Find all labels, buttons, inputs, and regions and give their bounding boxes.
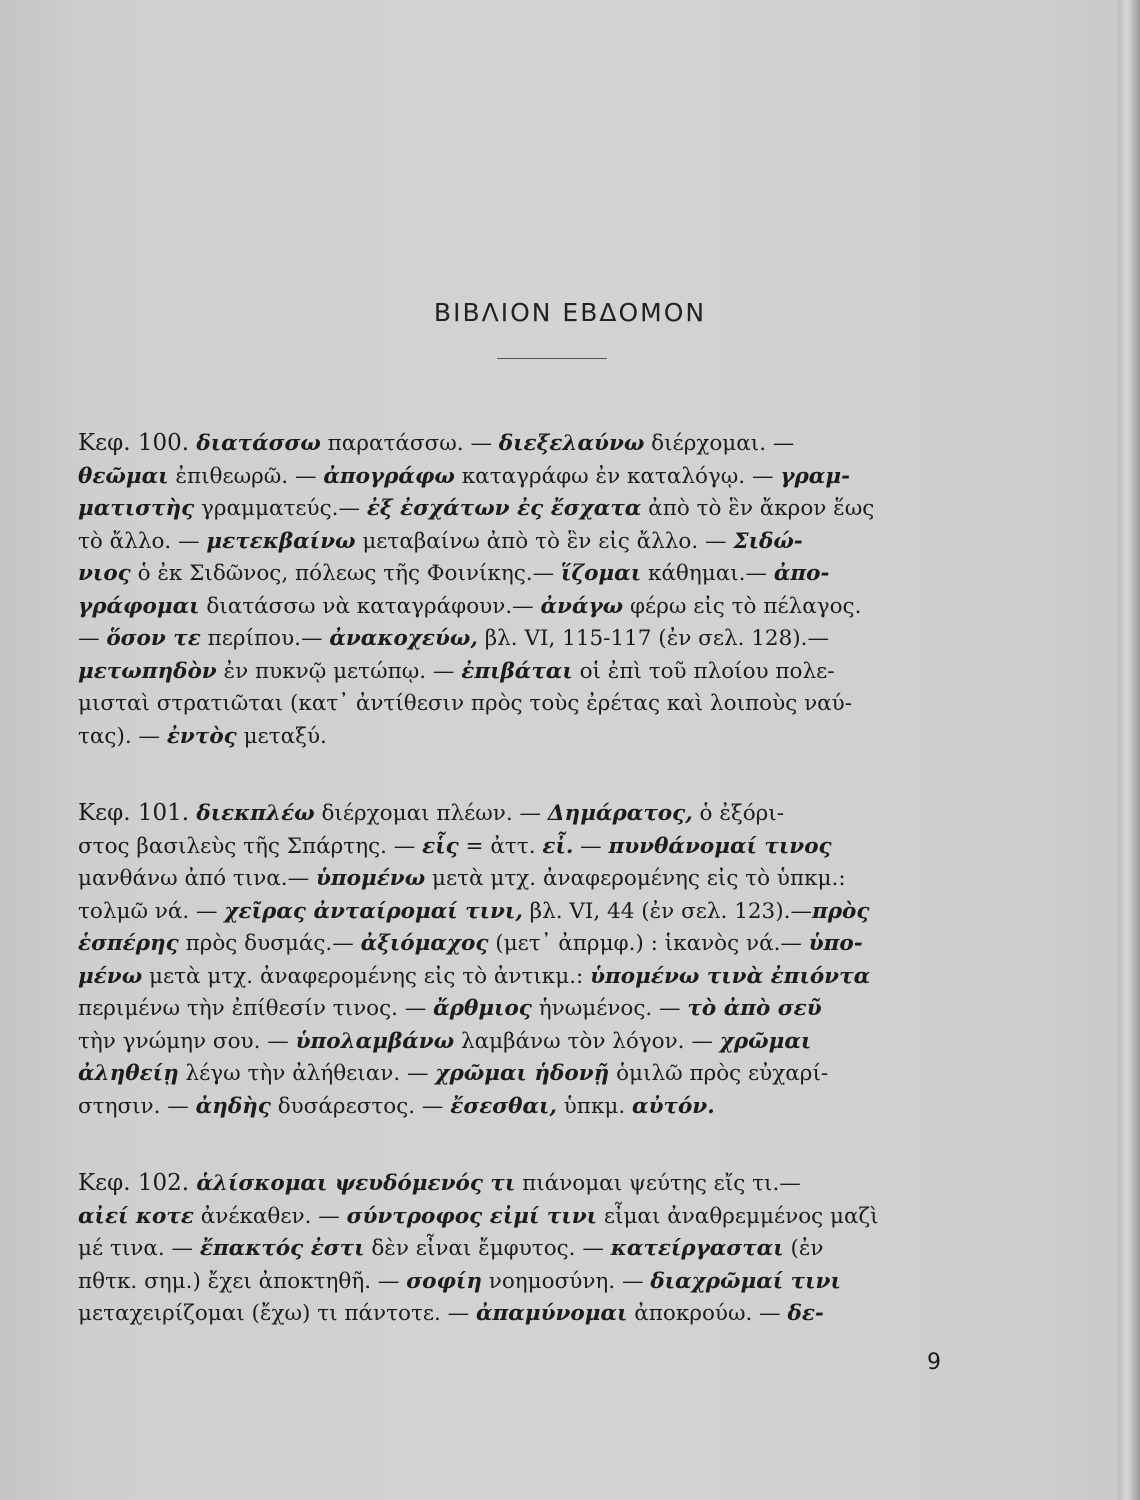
headword: ἔπακτός ἐστι: [199, 1236, 365, 1261]
text-line: [78, 1266, 978, 1299]
page-edge: [1118, 0, 1140, 1500]
gloss-text: νοημοσύνη. —: [481, 1268, 651, 1294]
gloss-text: —: [573, 833, 609, 859]
headword: χεῖρας ἀνταίρομαί τινι,: [224, 898, 523, 924]
text-line: [78, 591, 978, 624]
headword: μένω: [78, 963, 143, 989]
headword: ἀνάγω: [540, 593, 624, 619]
gloss-text: τὸ ἄλλο. —: [78, 528, 207, 554]
gloss-text: διατάσσω νὰ καταγράφουν.—: [199, 593, 541, 619]
headword: αὐτόν.: [632, 1093, 715, 1119]
headword: ἐξ ἐσχάτων ἐς ἔσχατα: [366, 496, 642, 521]
gloss-text: μανθάνω ἀπό τινα.—: [78, 866, 316, 891]
gloss-text: = ἀττ.: [458, 833, 543, 859]
text-line: [78, 461, 978, 494]
headword: εἶ.: [542, 833, 574, 859]
headword: κατείργασται: [610, 1236, 784, 1261]
headword: διαχρῶμαί τινι: [650, 1268, 841, 1294]
text-line: [78, 1298, 978, 1331]
headword: Σιδώ-: [733, 528, 803, 554]
text-line: [78, 526, 978, 559]
headword: ὑπο-: [808, 931, 863, 956]
gloss-text: τολμῶ νά. —: [78, 898, 225, 924]
gloss-text: πθτκ. σημ.) ἔχει ἀποκτηθῆ. —: [78, 1268, 407, 1294]
gloss-text: μισταὶ στρατιῶται (κατ᾽ ἀντίθεσιν πρὸς τοὺς ἐρέτας καὶ λοιποὺς ναύ-: [78, 691, 852, 716]
headword: σοφίη: [406, 1268, 482, 1294]
text-line: [78, 1167, 978, 1201]
gloss-text: —: [78, 626, 107, 651]
headword: πυνθάνομαί τινος: [608, 833, 832, 859]
text-line: [78, 961, 978, 994]
headword: τὸ ἀπὸ σεῦ: [687, 996, 822, 1021]
gloss-text: ἐν πυκνῷ μετώπῳ. —: [216, 658, 462, 684]
gloss-text: ὁ ἐξόρι-: [692, 801, 784, 826]
headword: γράφομαι: [78, 593, 200, 619]
text-line: [78, 1058, 978, 1091]
text-line: [78, 656, 978, 689]
gloss-text: φέρω εἰς τὸ πέλαγος.: [623, 593, 862, 619]
gloss-text: τὴν γνώμην σου. —: [78, 1028, 296, 1054]
gloss-text: ὁμιλῶ πρὸς εὐχαρί-: [609, 1061, 829, 1086]
headword: χρῶμαι ἡδονῇ: [435, 1061, 610, 1086]
headword: ματιστὴς: [78, 496, 195, 521]
text-line: [78, 831, 978, 864]
headword: ἀπο-: [773, 561, 830, 586]
headword: Δημάρατος,: [547, 801, 693, 826]
text-line: [78, 896, 978, 929]
gloss-text: λέγω τὴν ἀλήθειαν. —: [178, 1061, 436, 1086]
headword: ὅσον τε: [106, 626, 201, 651]
headword: ἁλίσκομαι ψευδόμενός τι: [196, 1171, 516, 1196]
headword: ἀπαμύνομαι: [476, 1301, 628, 1326]
text-line: [78, 797, 978, 831]
headword: εἷς: [422, 833, 459, 859]
gloss-text: γραμματεύς.—: [194, 496, 367, 521]
gloss-text: διέρχομαι πλέων. —: [314, 801, 548, 826]
chapter-100-paragraph: [78, 427, 978, 753]
text-line: [78, 623, 978, 656]
gloss-text: ἐπιθεωρῶ. —: [168, 463, 324, 489]
headword: πρὸς: [811, 898, 870, 924]
headword: διεκπλέω: [196, 801, 315, 826]
text-line: [78, 1026, 978, 1059]
headword: ἀξιόμαχος: [360, 931, 489, 956]
headword: ἔσεσθαι,: [450, 1093, 557, 1119]
gloss-text: κάθημαι.—: [641, 561, 774, 586]
headword: ὑπομένω: [315, 866, 426, 891]
gloss-text: δυσάρεστος. —: [270, 1093, 451, 1119]
headword: ἵζομαι: [560, 561, 642, 586]
headword: ἄρθμιος: [433, 996, 532, 1021]
headword: ἐντὸς: [166, 723, 237, 749]
gloss-text: περιμένω τὴν ἐπίθεσίν τινος. —: [78, 996, 434, 1021]
headword: θεῶμαι: [78, 463, 169, 489]
gloss-text: παρατάσσω. —: [320, 431, 499, 456]
headword: ἀπογράφω: [323, 463, 455, 489]
gloss-text: μεταξύ.: [236, 723, 327, 749]
text-line: [78, 493, 978, 526]
gloss-text: ὑπκμ.: [556, 1093, 633, 1119]
headword: νιος: [78, 561, 131, 586]
gloss-text: βλ. VI, 115-117 (ἐν σελ. 128).—: [477, 626, 830, 651]
gloss-text: μετὰ μτχ. ἀναφερομένης εἰς τὸ ὑπκμ.:: [425, 866, 846, 891]
gloss-text: λαμβάνω τὸν λόγον. —: [454, 1028, 720, 1054]
headword: μετωπηδὸν: [78, 658, 217, 684]
chapter-label: Κεφ. 102.: [78, 1170, 197, 1196]
text-line: [78, 993, 978, 1026]
headword: χρῶμαι: [719, 1028, 812, 1054]
gloss-text: οἱ ἐπὶ τοῦ πλοίου πολε-: [572, 658, 835, 684]
gloss-text: στησιν. —: [78, 1093, 196, 1119]
gloss-text: τας). —: [78, 723, 167, 749]
text-line: [78, 721, 978, 754]
gloss-text: μετὰ μτχ. ἀναφερομένης εἰς τὸ ἀντικμ.:: [142, 963, 591, 989]
text-line: [78, 1201, 978, 1234]
text-line: [78, 928, 978, 961]
headword: ἀληθείῃ: [78, 1061, 179, 1086]
headword: διατάσσω: [196, 431, 321, 456]
headword: ἐπιβάται: [461, 658, 573, 684]
chapter-101-paragraph: [78, 797, 978, 1123]
headword: διεξελαύνω: [498, 431, 645, 456]
gloss-text: βλ. VI, 44 (ἐν σελ. 123).—: [522, 898, 812, 924]
headword: δε-: [787, 1301, 824, 1326]
gloss-text: εἶμαι ἀναθρεμμένος μαζὶ: [597, 1203, 879, 1229]
gloss-text: (ἐν: [783, 1236, 824, 1261]
title-divider: [497, 358, 607, 359]
chapter-102-paragraph: [78, 1167, 978, 1331]
text-line: [78, 688, 978, 721]
gloss-text: μεταχειρίζομαι (ἔχω) τι πάντοτε. —: [78, 1301, 477, 1326]
headword: ὑπολαμβάνω: [295, 1028, 455, 1054]
headword: ἀηδὴς: [195, 1093, 271, 1119]
gloss-text: ἡνωμένος. —: [531, 996, 688, 1021]
headword: ὑπομένω τινὰ ἐπιόντα: [590, 963, 871, 989]
chapter-label: Κεφ. 100.: [78, 430, 197, 456]
gloss-text: (μετ᾽ ἀπρμφ.) : ἱκανὸς νά.—: [488, 931, 809, 956]
text-line: [78, 427, 978, 461]
gloss-text: ἀπὸ τὸ ἓν ἄκρον ἕως: [641, 496, 875, 521]
gloss-text: ὁ ἐκ Σιδῶνος, πόλεως τῆς Φοινίκης.—: [130, 561, 561, 586]
page-number: 9: [927, 1350, 941, 1375]
gloss-text: καταγράφω ἐν καταλόγῳ. —: [454, 463, 781, 489]
headword: γραμ-: [780, 463, 851, 489]
gloss-text: ἀνέκαθεν. —: [193, 1203, 347, 1229]
gloss-text: πρὸς δυσμάς.—: [178, 931, 361, 956]
headword: μετεκβαίνω: [206, 528, 356, 554]
gloss-text: διέρχομαι. —: [644, 431, 795, 456]
gloss-text: στος βασιλεὺς τῆς Σπάρτης. —: [78, 833, 423, 859]
text-line: [78, 863, 978, 896]
headword: σύντροφος εἰμί τινι: [346, 1203, 598, 1229]
text-line: [78, 1233, 978, 1266]
gloss-text: πιάνομαι ψεύτης εἴς τι.—: [515, 1171, 801, 1196]
text-line: [78, 1091, 978, 1124]
headword: ἀνακοχεύω,: [329, 626, 478, 651]
gloss-text: μεταβαίνω ἀπὸ τὸ ἓν εἰς ἄλλο. —: [355, 528, 734, 554]
headword: αἰεί κοτε: [78, 1203, 194, 1229]
headword: ἑσπέρης: [78, 931, 179, 956]
chapter-label: Κεφ. 101.: [78, 800, 197, 826]
text-line: [78, 558, 978, 591]
gloss-text: περίπου.—: [200, 626, 330, 651]
book-title: ΒΙΒΛΙΟΝ ΕΒΔΟΜΟΝ: [433, 298, 707, 327]
gloss-text: δὲν εἶναι ἔμφυτος. —: [364, 1236, 611, 1261]
gloss-text: ἀποκρούω. —: [627, 1301, 788, 1326]
gloss-text: μέ τινα. —: [78, 1236, 200, 1261]
